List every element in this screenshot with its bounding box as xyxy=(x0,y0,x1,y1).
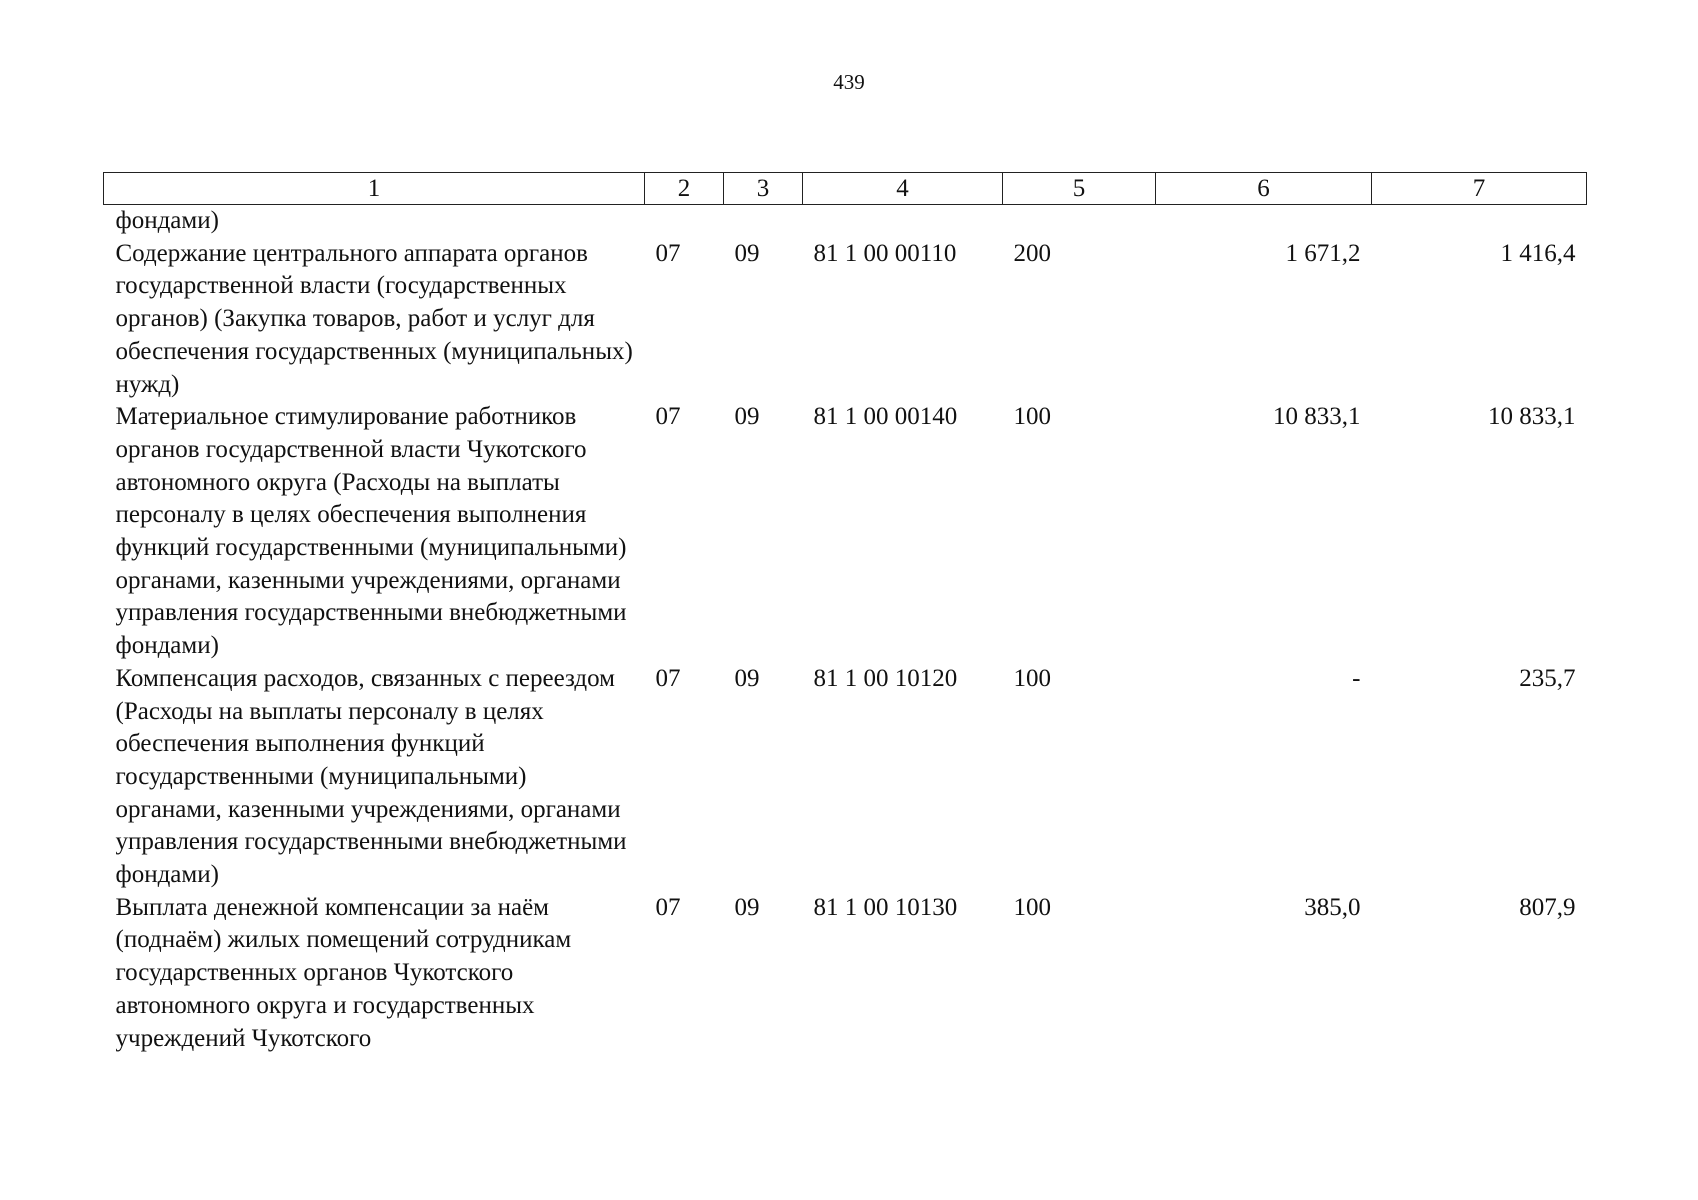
row-target-article: 81 1 00 10130 xyxy=(813,893,958,921)
row-target-article: 81 1 00 10120 xyxy=(813,664,958,692)
row-amount-1: 385,0 xyxy=(1304,893,1361,921)
column-header-1: 1 xyxy=(104,173,645,205)
column-header-7: 7 xyxy=(1372,173,1587,205)
column-header-6: 6 xyxy=(1156,173,1372,205)
row-amount-2: 807,9 xyxy=(1519,893,1576,921)
row-target-article: 81 1 00 00140 xyxy=(813,403,958,431)
continuation-row xyxy=(104,205,1587,238)
row-target-article: 81 1 00 00110 xyxy=(813,239,957,267)
row-amount-1: 1 671,2 xyxy=(1285,239,1361,267)
row-expense-type: 100 xyxy=(1013,403,1051,431)
row-section: 07 xyxy=(655,403,681,431)
row-subsection: 09 xyxy=(734,664,760,692)
table-row xyxy=(104,401,1587,663)
row-section: 07 xyxy=(655,664,681,692)
column-header-3: 3 xyxy=(724,173,803,205)
row-subsection: 09 xyxy=(734,239,760,267)
row-name: Содержание центрального аппарата органов государственной власти (государственных органов) (Закупка товаров, работ и услуг для обеспечения государственных (муниципальных) нужд) xyxy=(115,239,633,398)
budget-table xyxy=(103,172,1587,1055)
table-row xyxy=(104,892,1587,1056)
row-amount-2: 235,7 xyxy=(1519,664,1576,692)
row-section: 07 xyxy=(655,239,681,267)
row-amount-1: - xyxy=(1352,664,1361,692)
row-expense-type: 200 xyxy=(1013,239,1051,267)
row-name: Материальное стимулирование работников органов государственной власти Чукотского автономного округа (Расходы на выплаты персоналу в целях обеспечения выполнения функций государственными (муниципальными) органами, казенными учреждениями, органами управления государственными внебюджетными фондами) xyxy=(115,403,627,660)
column-header-4: 4 xyxy=(803,173,1003,205)
table-row xyxy=(104,238,1587,402)
row-subsection: 09 xyxy=(734,403,760,431)
row-amount-1: 10 833,1 xyxy=(1273,403,1361,431)
column-header-2: 2 xyxy=(645,173,724,205)
row-section: 07 xyxy=(655,893,681,921)
row-name: Компенсация расходов, связанных с переездом (Расходы на выплаты персоналу в целях обеспечения выполнения функций государственными (муниципальными) органами, казенными учреждениями, органами управления государственными внебюджетными фондами) xyxy=(115,664,627,889)
column-number-header-row xyxy=(104,173,1587,205)
row-expense-type: 100 xyxy=(1013,664,1051,692)
column-header-5: 5 xyxy=(1003,173,1156,205)
row-expense-type: 100 xyxy=(1013,893,1051,921)
row-name: Выплата денежной компенсации за наём (поднаём) жилых помещений сотрудникам государственных органов Чукотского автономного округа и государственных учреждений Чукотского xyxy=(115,893,572,1052)
table-row xyxy=(104,663,1587,892)
row-amount-2: 10 833,1 xyxy=(1488,403,1576,431)
row-amount-2: 1 416,4 xyxy=(1500,239,1576,267)
row-subsection: 09 xyxy=(734,893,760,921)
page-number: 439 xyxy=(833,70,865,94)
continuation-text: фондами) xyxy=(115,207,219,234)
